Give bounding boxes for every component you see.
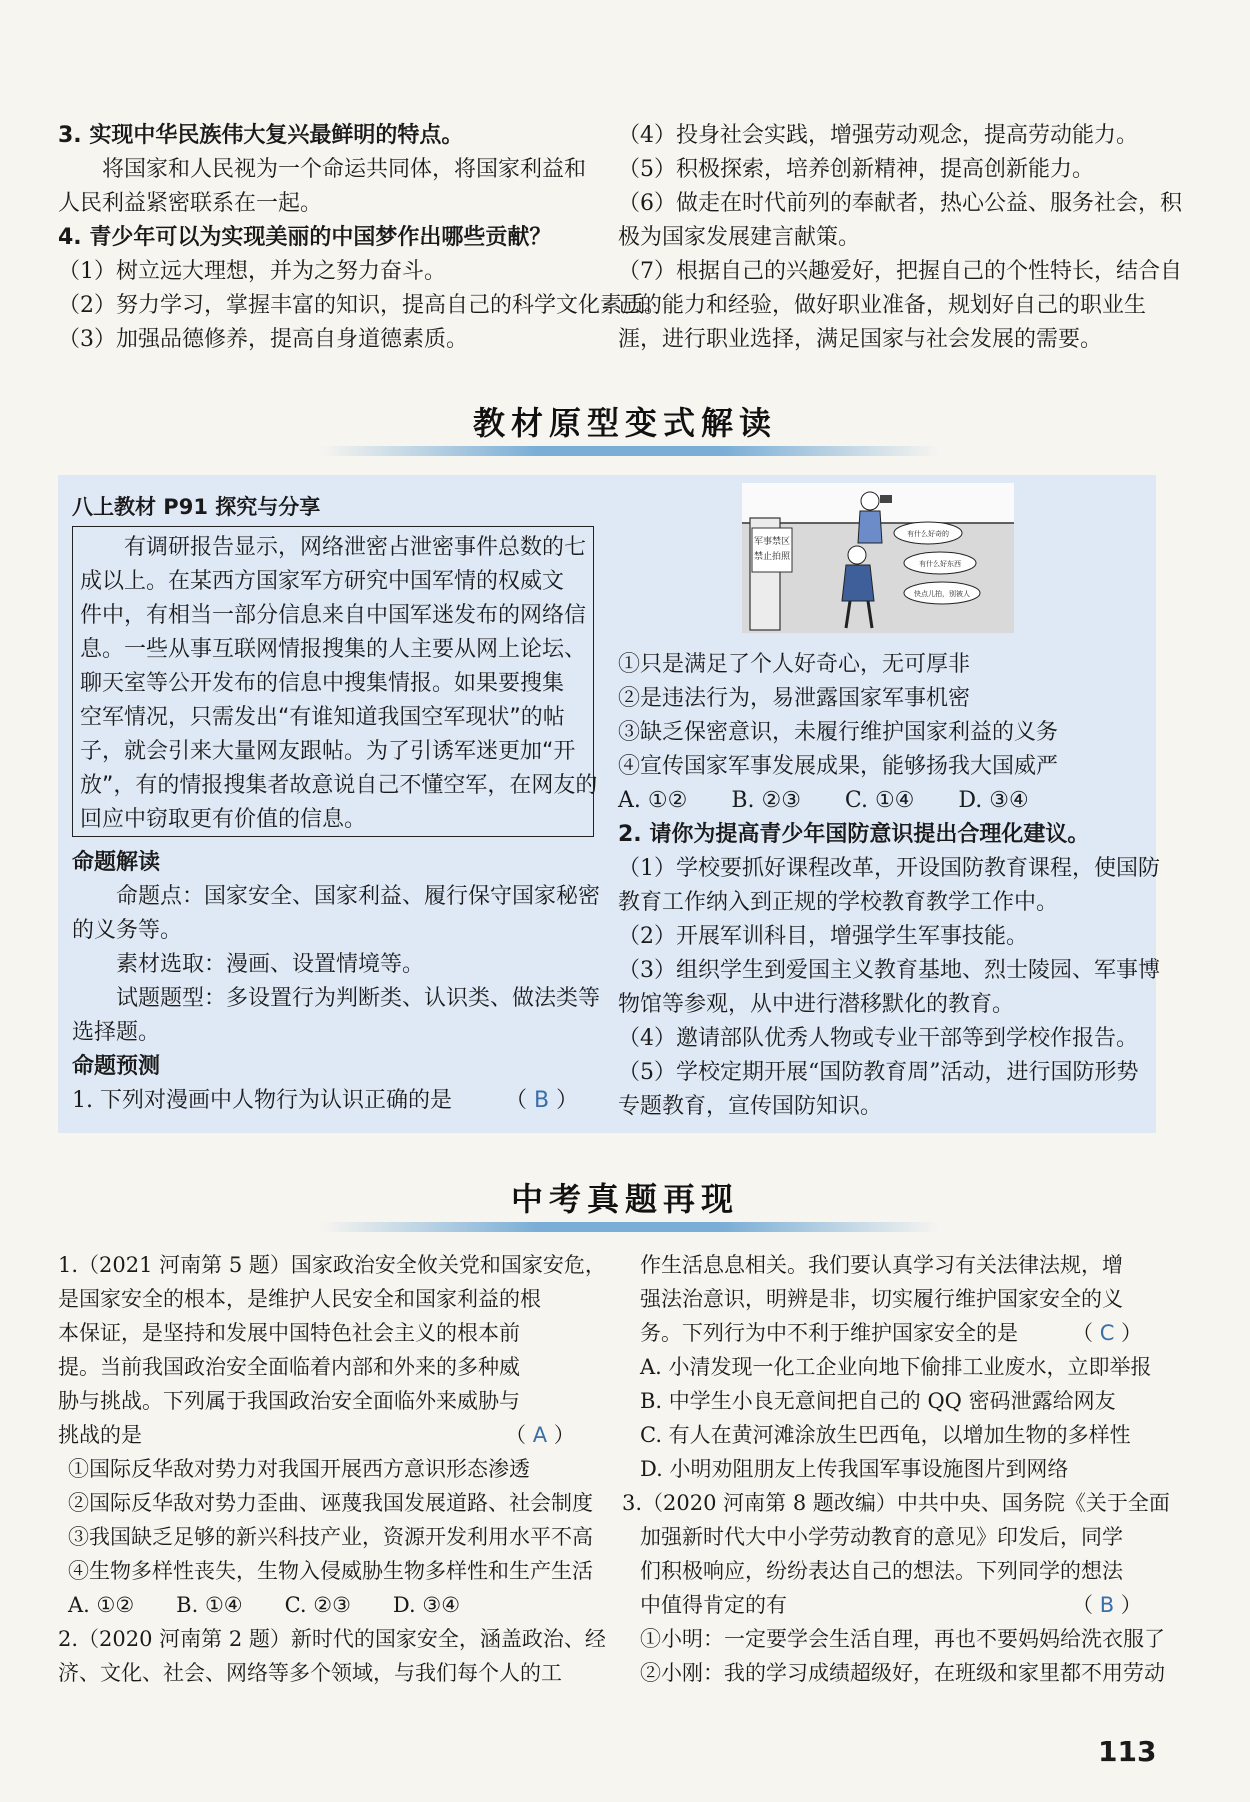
interpretation-line: 的义务等。	[72, 918, 183, 943]
question-3-heading: 3. 实现中华民族伟大复兴最鲜明的特点。	[58, 123, 464, 148]
exam-option: ④生物多样性丧失，生物入侵威胁生物多样性和生产生活	[68, 1559, 593, 1583]
banner-underline	[320, 446, 940, 456]
exam-option: C. 有人在黄河滩涂放生巴西龟，以增加生物的多样性	[640, 1423, 1131, 1447]
exam-option: D. 小明劝阻朋友上传我国军事设施图片到网络	[640, 1457, 1069, 1481]
quote-line: 件中，有相当一部分信息来自中国军迷发布的网络信	[80, 603, 587, 628]
quote-line: 息。一些从事互联网情报搜集的人主要从网上论坛、	[80, 637, 587, 662]
exam-option: ①国际反华敌对势力对我国开展西方意识形态渗透	[68, 1457, 530, 1481]
suggestion-line: 专题教育，宣传国防知识。	[618, 1094, 883, 1119]
answer-line: （4）投身社会实践，增强劳动观念，提高劳动能力。	[618, 123, 1138, 148]
exam-choices: A. ①② B. ①④ C. ②③ D. ③④	[68, 1593, 461, 1617]
exam-line: 胁与挑战。下列属于我国政治安全面临外来威胁与	[58, 1389, 520, 1413]
quote-line: 聊天室等公开发布的信息中搜集情报。如果要搜集	[80, 671, 565, 696]
sign-text-2: 禁止拍照	[753, 552, 791, 562]
suggestion-line: （4）邀请部队优秀人物或专业干部等到学校作报告。	[618, 1026, 1138, 1051]
quote-line: 放”，有的情报搜集者故意说自己不懂空军，在网友的	[80, 773, 598, 798]
quote-line: 成以上。在某西方国家军方研究中国军情的权威文	[80, 569, 565, 594]
suggestion-line: （1）学校要抓好课程改革，开设国防教育课程，使国防	[618, 856, 1160, 881]
bubble-text: 快点儿拍，别被人	[914, 590, 970, 598]
comic-illustration	[742, 483, 1014, 633]
choice-line: A. ①② B. ②③ C. ①④ D. ③④	[618, 788, 1029, 813]
exam-line: 强法治意识，明辨是非，切实履行维护国家安全的义	[640, 1287, 1123, 1311]
quote-line: 回应中窃取更有价值的信息。	[80, 807, 367, 832]
section-title: 中考真题再现	[510, 1180, 739, 1218]
exam-option: ①小明：一定要学会生活自理，再也不要妈妈给洗衣服了	[640, 1627, 1165, 1651]
answer-line: （2）努力学习，掌握丰富的知识，提高自己的科学文化素质。	[58, 293, 666, 318]
exam-line: 们积极响应，纷纷表达自己的想法。下列同学的想法	[640, 1559, 1123, 1583]
suggestion-line: （5）学校定期开展“国防教育周”活动，进行国防形势	[618, 1060, 1139, 1085]
comic-drawing	[742, 483, 1014, 633]
section-title: 教材原型变式解读	[472, 404, 777, 442]
section-banner-exam	[0, 1168, 1250, 1238]
answer-line: （1）树立远大理想，并为之努力奋斗。	[58, 259, 446, 284]
exam-option: B. 中学生小良无意间把自己的 QQ 密码泄露给网友	[640, 1389, 1116, 1413]
exam-line: 提。当前我国政治安全面临着内部和外来的多种威	[58, 1355, 520, 1379]
section-banner-textbook	[0, 392, 1250, 462]
answer-bracket: （ B ）	[505, 1088, 579, 1113]
exam-line: 作生活息息相关。我们要认真学习有关法律法规，增	[640, 1253, 1123, 1277]
exam-option: ③我国缺乏足够的新兴科技产业，资源开发利用水平不高	[68, 1525, 593, 1549]
exam-line: 1.（2021 河南第 5 题）国家政治安全攸关党和国家安危，	[58, 1253, 606, 1277]
option-line: ②是违法行为，易泄露国家军事机密	[618, 686, 971, 711]
quote-line: 子，就会引来大量网友跟帖。为了引诱军迷更加“开	[80, 739, 576, 764]
answer-line: 涯，进行职业选择，满足国家与社会发展的需要。	[618, 327, 1103, 352]
option-line: ④宣传国家军事发展成果，能够扬我大国威严	[618, 754, 1059, 779]
exam-option: ②国际反华敌对势力歪曲、诬蔑我国发展道路、社会制度	[68, 1491, 593, 1515]
exam-line: 挑战的是	[58, 1423, 142, 1447]
interpretation-line: 选择题。	[72, 1020, 161, 1045]
answer-choice: C	[1099, 1321, 1115, 1345]
answer-line: （7）根据自己的兴趣爱好，把握自己的个性特长，结合自	[618, 259, 1182, 284]
interpretation-line: 命题点：国家安全、国家利益、履行保守国家秘密	[72, 884, 601, 909]
answer-line: 人民利益紧密联系在一起。	[58, 191, 323, 216]
option-line: ③缺乏保密意识，未履行维护国家利益的义务	[618, 720, 1059, 745]
answer-choice: B	[534, 1088, 550, 1113]
suggestion-line: 物馆等参观，从中进行潜移默化的教育。	[618, 992, 1015, 1017]
answer-choice: A	[532, 1423, 548, 1447]
sign-text-1: 军事禁区	[753, 537, 791, 547]
exam-option: ②小刚：我的学习成绩超级好，在班级和家里都不用劳动	[640, 1661, 1165, 1685]
answer-line: 极为国家发展建言献策。	[618, 225, 861, 250]
page-number: 113	[1098, 1735, 1157, 1768]
interpretation-line: 试题题型：多设置行为判断类、认识类、做法类等	[72, 986, 601, 1011]
answer-line: （5）积极探索，培养创新精神，提高创新能力。	[618, 157, 1094, 182]
answer-bracket: （ C ）	[1072, 1321, 1143, 1345]
answer-bracket: （ A ）	[505, 1423, 575, 1447]
suggestion-line: 教育工作纳入到正规的学校教育教学工作中。	[618, 890, 1059, 915]
banner-underline	[320, 1222, 940, 1232]
bubble-text: 有什么好奇的	[907, 530, 949, 538]
quote-line: 空军情况，只需发出“有谁知道我国空军现状”的帖	[80, 705, 565, 730]
exam-line: 济、文化、社会、网络等多个领域，与我们每个人的工	[58, 1661, 562, 1685]
answer-bracket: （ B ）	[1072, 1593, 1142, 1617]
exam-line: 是国家安全的根本，是维护人民安全和国家利益的根	[58, 1287, 541, 1311]
answer-line: 将国家和人民视为一个命运共同体，将国家利益和	[58, 157, 587, 182]
exam-line: 2.（2020 河南第 2 题）新时代的国家安全，涵盖政治、经	[58, 1627, 606, 1651]
exam-line: 加强新时代大中小学劳动教育的意见》印发后，同学	[640, 1525, 1123, 1549]
quote-line: 有调研报告显示，网络泄密占泄密事件总数的七	[80, 535, 587, 560]
interpretation-heading: 命题解读	[72, 850, 161, 875]
prediction-question-1: 1. 下列对漫画中人物行为认识正确的是	[72, 1088, 452, 1113]
suggestion-line: （3）组织学生到爱国主义教育基地、烈士陵园、军事博	[618, 958, 1160, 983]
answer-choice: B	[1099, 1593, 1115, 1617]
exam-line: 务。下列行为中不利于维护国家安全的是	[640, 1321, 1018, 1345]
exam-option: A. 小清发现一化工企业向地下偷排工业废水，立即举报	[640, 1355, 1152, 1379]
answer-line: 己的能力和经验，做好职业准备，规划好自己的职业生	[618, 293, 1147, 318]
interpretation-line: 素材选取：漫画、设置情境等。	[72, 952, 425, 977]
bubble-text: 有什么好东西	[919, 560, 961, 568]
exam-line: 本保证，是坚持和发展中国特色社会主义的根本前	[58, 1321, 520, 1345]
exam-line: 中值得肯定的有	[640, 1593, 787, 1617]
answer-line: （6）做走在时代前列的奉献者，热心公益、服务社会，积	[618, 191, 1182, 216]
answer-line: （3）加强品德修养，提高自身道德素质。	[58, 327, 468, 352]
exam-line: 3.（2020 河南第 8 题改编）中共中央、国务院《关于全面	[622, 1491, 1170, 1515]
prediction-heading: 命题预测	[72, 1054, 161, 1079]
textbook-source: 八上教材 P91 探究与分享	[72, 495, 321, 519]
prediction-question-2: 2. 请你为提高青少年国防意识提出合理化建议。	[618, 822, 1090, 847]
suggestion-line: （2）开展军训科目，增强学生军事技能。	[618, 924, 1028, 949]
question-4-heading: 4. 青少年可以为实现美丽的中国梦作出哪些贡献？	[58, 225, 552, 250]
option-line: ①只是满足了个人好奇心，无可厚非	[618, 652, 971, 677]
